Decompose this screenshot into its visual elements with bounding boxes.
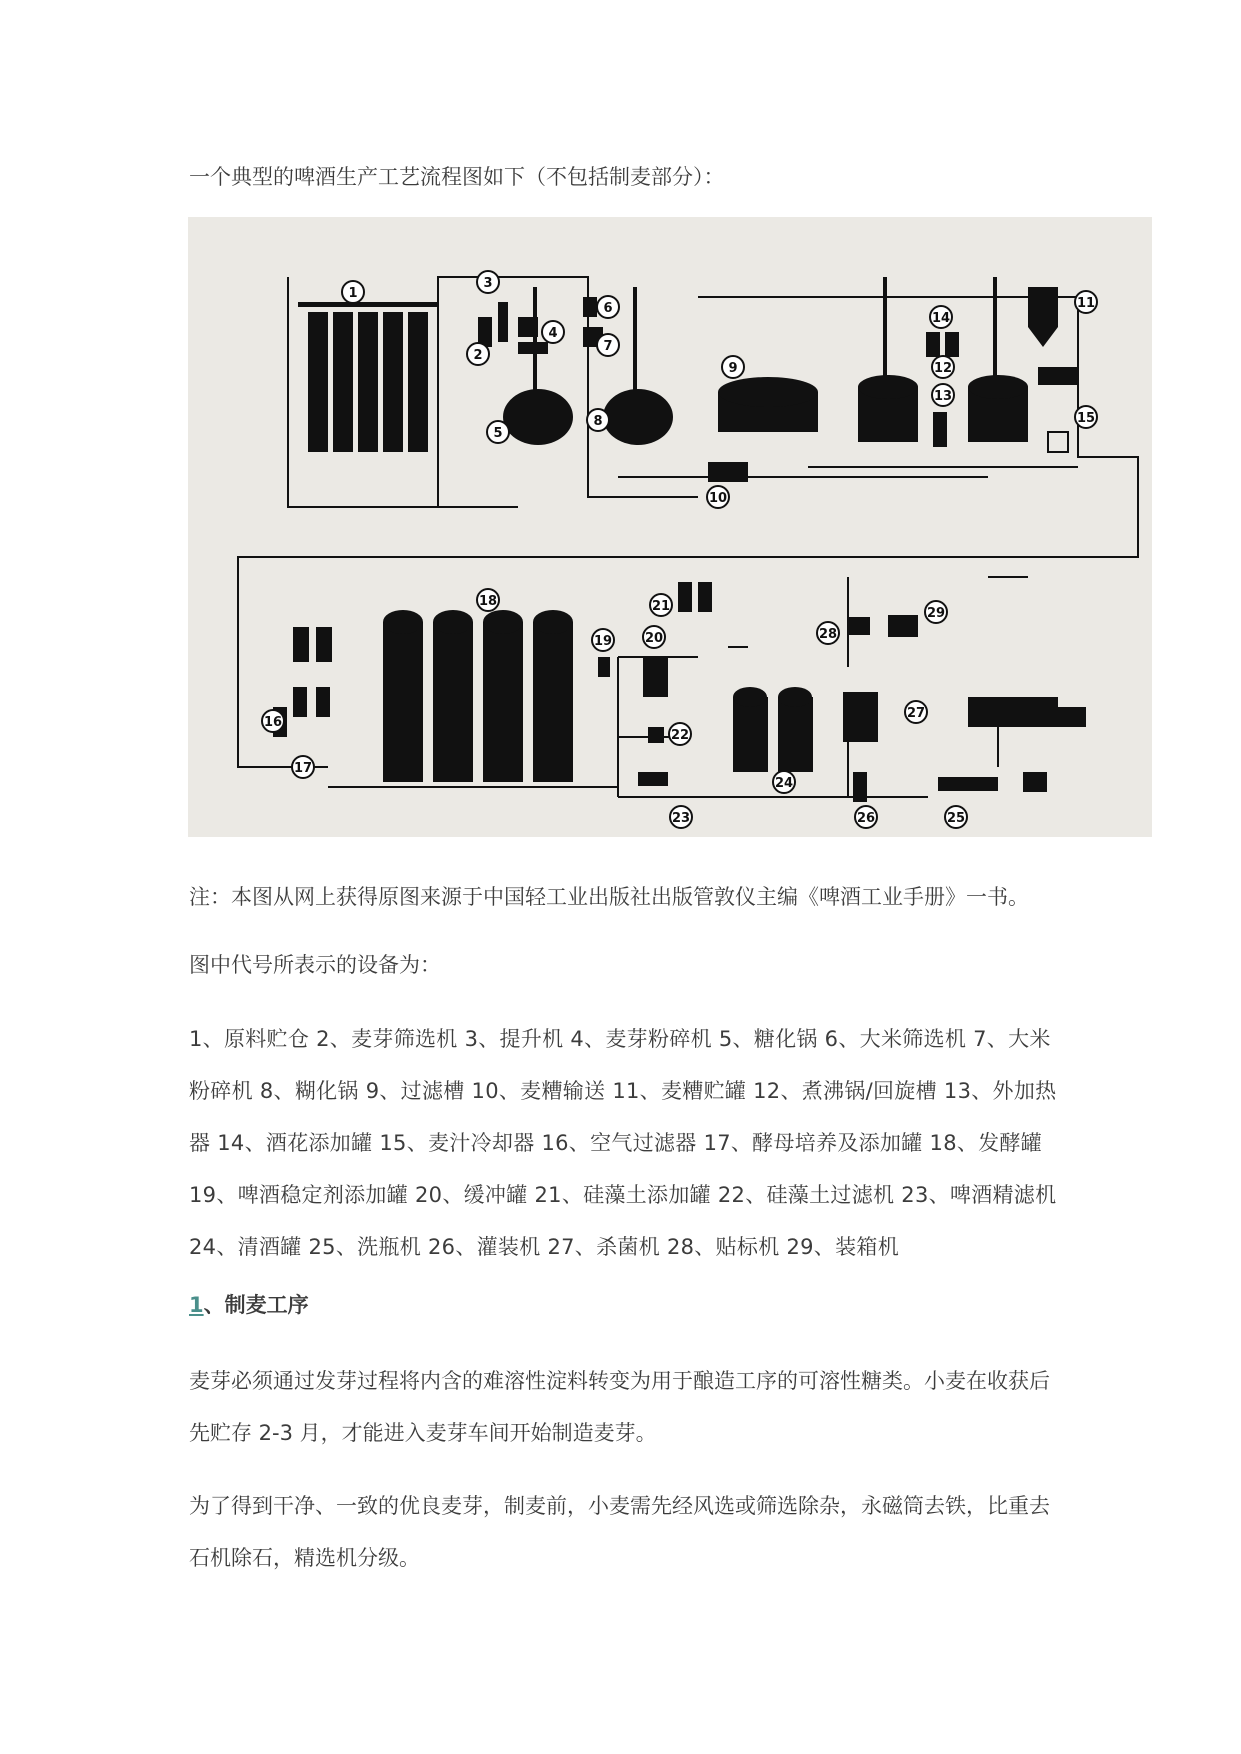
equipment-legend: 1、原料贮仓 2、麦芽筛选机 3、提升机 4、麦芽粉碎机 5、糖化锅 6、大米筛选机 7、大米粉碎机 8、糊化锅 9、过滤槽 10、麦糟输送 11、麦糟贮罐 12、煮沸锅/回旋槽 13、外加热器 14、酒花添加罐 15、麦汁冷却器 16、空气过滤器 17、酵母培养及添加罐 18、发酵罐 19、啤酒稳定剂添加罐 20、缓冲罐 21、硅藻土添加罐 22、硅藻土过滤机 23、啤酒精滤机 24、清酒罐 25、洗瓶机 26、灌装机 27、杀菌机 28、贴标机 29、装箱机 [189,1027,1057,1259]
label-5: 5 [493,426,503,441]
label-16: 16 [263,715,283,730]
label-10: 10 [708,491,728,506]
label-24: 24 [774,776,794,791]
label-21: 21 [651,599,671,614]
label-7: 7 [603,339,613,354]
paragraph-1: 麦芽必须通过发芽过程将内含的难溶性淀料转变为用于酿造工序的可溶性糖类。小麦在收获后先贮存 2-3 月，才能进入麦芽车间开始制造麦芽。 [189,1369,1050,1445]
label-8: 8 [593,414,603,429]
label-14: 14 [931,311,951,326]
section-title: 、制麦工序 [203,1293,309,1317]
legend-title: 图中代号所表示的设备为： [189,953,441,977]
label-9: 9 [728,361,738,376]
figure-note: 注：本图从网上获得原图来源于中国轻工业出版社出版管敦仪主编《啤酒工业手册》一书。 [189,885,1029,909]
label-25: 25 [946,811,966,826]
label-13: 13 [933,389,953,404]
label-29: 29 [926,606,946,621]
label-28: 28 [818,627,838,642]
label-22: 22 [670,728,690,743]
section-heading [189,1290,1059,1320]
section-number-link[interactable]: 1 [189,1293,204,1317]
label-19: 19 [593,634,613,649]
label-26: 26 [856,811,876,826]
brewing-process-diagram [188,217,1152,837]
label-11: 11 [1076,296,1096,311]
label-27: 27 [906,706,926,721]
intro-text: 一个典型的啤酒生产工艺流程图如下（不包括制麦部分）： [189,165,725,189]
label-6: 6 [603,301,613,316]
label-17: 17 [293,761,313,776]
label-3: 3 [483,276,493,291]
label-1: 1 [348,286,358,301]
raw-material-silos [298,302,438,452]
label-20: 20 [644,631,664,646]
label-15: 15 [1076,411,1096,426]
label-2: 2 [473,348,483,363]
fermentation-tanks [383,610,573,782]
label-23: 23 [671,811,691,826]
label-4: 4 [548,326,558,341]
paragraph-2: 为了得到干净、一致的优良麦芽，制麦前，小麦需先经风选或筛选除杂，永磁筒去铁，比重去石机除石，精选机分级。 [189,1494,1050,1570]
label-18: 18 [478,594,498,609]
label-12: 12 [933,361,953,376]
